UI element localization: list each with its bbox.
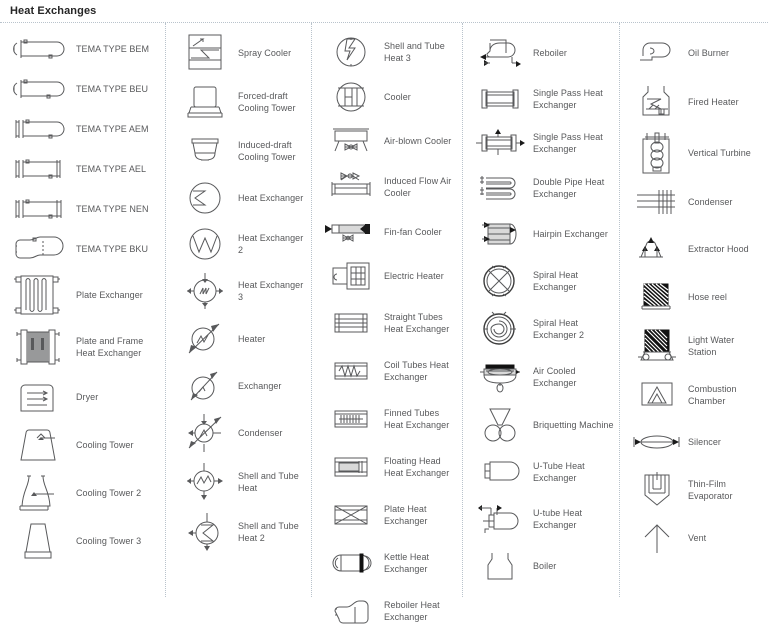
- symbol-item[interactable]: [0, 421, 165, 469]
- cooling-tower-2-icon: [8, 472, 70, 514]
- symbol-item[interactable]: [463, 121, 619, 165]
- symbol-label: Forced-draft Cooling Tower: [238, 91, 296, 113]
- symbol-label: Combustion Chamber: [688, 384, 737, 406]
- symbol-item[interactable]: [620, 127, 768, 179]
- symbol-item[interactable]: [620, 515, 768, 561]
- symbol-label: Kettle Heat Exchanger: [384, 552, 430, 574]
- symbol-item[interactable]: [312, 119, 462, 163]
- dryer-icon: [8, 379, 70, 415]
- tema-type-bku-icon: [8, 237, 70, 261]
- symbol-label: Reboiler Heat Exchanger: [384, 600, 440, 622]
- shell-and-tube-heat-2-icon: [178, 511, 232, 553]
- symbol-label: Shell and Tube Heat 2: [238, 521, 299, 543]
- combustion-chamber-icon: [632, 379, 682, 411]
- symbol-label: Silencer: [688, 437, 721, 447]
- vertical-turbine-icon: [632, 130, 682, 176]
- condenser-icon: [178, 412, 232, 454]
- cooling-tower-3-icon: [8, 521, 70, 561]
- symbol-label: Single Pass Heat Exchanger: [533, 88, 603, 110]
- symbol-label: Air-blown Cooler: [384, 136, 452, 146]
- symbol-item[interactable]: [166, 267, 311, 315]
- symbol-item[interactable]: [166, 457, 311, 507]
- tema-type-bem-icon: [8, 38, 70, 60]
- symbol-label: Extractor Hood: [688, 244, 749, 254]
- symbol-label: Cooling Tower 3: [76, 536, 142, 546]
- electric-heater-icon: [324, 258, 378, 294]
- symbol-item[interactable]: [0, 321, 165, 373]
- vent-icon: [632, 521, 682, 555]
- symbol-item[interactable]: [620, 77, 768, 127]
- page-header: [0, 0, 768, 23]
- symbol-label: TEMA TYPE NEN: [76, 204, 149, 214]
- thin-film-evaporator-icon: [632, 470, 682, 510]
- symbol-label: Spray Cooler: [238, 48, 292, 58]
- hairpin-exchanger-icon: [473, 218, 527, 250]
- cooling-tower-icon: [8, 426, 70, 464]
- symbol-item[interactable]: [0, 517, 165, 565]
- fired-heater-icon: [632, 83, 682, 121]
- symbol-label: Plate and Frame Heat Exchanger: [76, 336, 144, 358]
- symbol-item[interactable]: [166, 315, 311, 363]
- symbol-label: Single Pass Heat Exchanger: [533, 132, 603, 154]
- floating-head-heat-exchanger-icon: [324, 454, 378, 480]
- shell-and-tube-heat-3-icon: [324, 32, 378, 72]
- symbol-label: Heat Exchanger 2: [238, 233, 304, 255]
- symbol-label: Heater: [238, 334, 266, 344]
- symbol-item[interactable]: [312, 253, 462, 299]
- heater-icon: [178, 319, 232, 359]
- symbol-label: Boiler: [533, 561, 557, 571]
- plate-exchanger-icon: [8, 272, 70, 318]
- symbol-item[interactable]: [312, 29, 462, 75]
- symbol-label: Fired Heater: [688, 97, 739, 107]
- page-title: Heat Exchanges: [10, 5, 97, 17]
- symbol-item[interactable]: [0, 229, 165, 269]
- symbol-column-burners: [620, 23, 768, 597]
- symbol-item[interactable]: [312, 347, 462, 395]
- symbol-item[interactable]: [312, 491, 462, 539]
- cooler-icon: [324, 78, 378, 116]
- light-water-station-icon: [632, 327, 682, 365]
- induced-draft-cooling-tower-icon: [178, 135, 232, 167]
- spray-cooler-icon: [178, 32, 232, 74]
- extractor-hood-icon: [632, 233, 682, 265]
- symbol-label: Air Cooled Exchanger: [533, 366, 577, 388]
- oil-burner-icon: [632, 38, 682, 68]
- symbol-item[interactable]: [0, 189, 165, 229]
- boiler-icon: [473, 549, 527, 583]
- symbol-label: Electric Heater: [384, 271, 444, 281]
- symbol-label: Condenser: [238, 428, 283, 438]
- symbol-item[interactable]: [620, 273, 768, 321]
- symbol-item[interactable]: [166, 363, 311, 409]
- symbol-item[interactable]: [312, 163, 462, 211]
- symbol-item[interactable]: [0, 149, 165, 189]
- symbol-item[interactable]: [620, 179, 768, 225]
- symbol-label: Finned Tubes Heat Exchanger: [384, 408, 450, 430]
- u-tube-heat-exchanger-icon: [473, 458, 527, 486]
- symbol-item[interactable]: [463, 165, 619, 211]
- symbol-label: TEMA TYPE BKU: [76, 244, 149, 254]
- symbol-label: Reboiler: [533, 48, 567, 58]
- symbol-item[interactable]: [463, 29, 619, 77]
- straight-tubes-heat-exchanger-icon: [324, 308, 378, 338]
- single-pass-heat-exchanger-icon: [473, 86, 527, 112]
- fin-fan-cooler-icon: [324, 219, 378, 245]
- symbol-label: Plate Exchanger: [76, 290, 143, 300]
- symbol-item[interactable]: [620, 29, 768, 77]
- symbol-column-coolers: [166, 23, 312, 597]
- spiral-heat-exchanger-2-icon: [473, 309, 527, 349]
- symbol-item[interactable]: [166, 221, 311, 267]
- symbol-label: Dryer: [76, 392, 99, 402]
- symbol-label: TEMA TYPE AEL: [76, 164, 147, 174]
- symbol-item[interactable]: [463, 257, 619, 305]
- symbol-label: Spiral Heat Exchanger 2: [533, 318, 585, 340]
- symbol-item[interactable]: [463, 305, 619, 353]
- symbol-label: TEMA TYPE BEM: [76, 44, 150, 54]
- symbol-label: U-tube Heat Exchanger: [533, 508, 583, 530]
- symbol-label: Hairpin Exchanger: [533, 229, 608, 239]
- symbol-label: Spiral Heat Exchanger: [533, 270, 579, 292]
- symbol-item[interactable]: [166, 29, 311, 77]
- symbol-label: Briquetting Machine: [533, 420, 614, 430]
- exchanger-icon: [178, 366, 232, 406]
- symbol-label: TEMA TYPE BEU: [76, 84, 149, 94]
- symbol-item[interactable]: [166, 507, 311, 557]
- symbol-item[interactable]: [620, 371, 768, 419]
- symbol-item[interactable]: [312, 539, 462, 587]
- symbol-item[interactable]: [620, 225, 768, 273]
- symbol-item[interactable]: [0, 69, 165, 109]
- tema-type-beu-icon: [8, 78, 70, 100]
- symbol-item[interactable]: [0, 269, 165, 321]
- symbol-item[interactable]: [463, 353, 619, 401]
- symbol-label: Floating Head Heat Exchanger: [384, 456, 450, 478]
- double-pipe-heat-exchanger-icon: [473, 173, 527, 203]
- finned-tubes-heat-exchanger-icon: [324, 406, 378, 432]
- plate-heat-exchanger-icon: [324, 501, 378, 529]
- symbol-item[interactable]: [312, 299, 462, 347]
- symbol-item[interactable]: [312, 587, 462, 635]
- symbol-item[interactable]: [166, 409, 311, 457]
- symbol-label: Vent: [688, 533, 707, 543]
- symbol-item[interactable]: [620, 321, 768, 371]
- symbol-item[interactable]: [0, 373, 165, 421]
- symbol-label: Cooler: [384, 92, 411, 102]
- symbol-item[interactable]: [166, 127, 311, 175]
- spiral-heat-exchanger-icon: [473, 261, 527, 301]
- symbol-column-tube-exchangers: [312, 23, 463, 622]
- symbol-label: Induced Flow Air Cooler: [384, 176, 452, 198]
- air-blown-cooler-icon: [324, 126, 378, 156]
- air-cooled-exchanger-icon: [473, 359, 527, 395]
- symbol-item[interactable]: [166, 175, 311, 221]
- symbol-item[interactable]: [312, 443, 462, 491]
- symbol-label: U-Tube Heat Exchanger: [533, 461, 585, 483]
- tema-type-nen-icon: [8, 198, 70, 220]
- kettle-heat-exchanger-icon: [324, 549, 378, 577]
- symbol-label: Heat Exchanger: [238, 193, 304, 203]
- symbol-item[interactable]: [463, 495, 619, 543]
- symbol-label: Light Water Station: [688, 335, 735, 357]
- symbol-label: Coil Tubes Heat Exchanger: [384, 360, 449, 382]
- symbol-item[interactable]: [620, 419, 768, 465]
- symbol-item[interactable]: [463, 77, 619, 121]
- symbol-item[interactable]: [312, 395, 462, 443]
- symbol-label: Induced-draft Cooling Tower: [238, 140, 296, 162]
- symbol-item[interactable]: [463, 401, 619, 449]
- symbol-label: Shell and Tube Heat 3: [384, 41, 445, 63]
- symbol-item[interactable]: [463, 449, 619, 495]
- symbol-label: Double Pipe Heat Exchanger: [533, 177, 605, 199]
- coil-tubes-heat-exchanger-icon: [324, 358, 378, 384]
- symbol-item[interactable]: [0, 29, 165, 69]
- forced-draft-cooling-tower-icon: [178, 83, 232, 121]
- symbol-board: [0, 23, 768, 622]
- symbol-item[interactable]: [463, 543, 619, 589]
- silencer-icon: [632, 430, 682, 454]
- symbol-label: Fin-fan Cooler: [384, 227, 442, 237]
- condenser-coil-icon: [632, 186, 682, 218]
- symbol-item[interactable]: [620, 465, 768, 515]
- symbol-item[interactable]: [312, 211, 462, 253]
- symbol-item[interactable]: [0, 109, 165, 149]
- heat-exchanger-2-icon: [178, 226, 232, 262]
- u-tube-heat-exchanger-2-icon: [473, 502, 527, 536]
- single-pass-heat-exchanger-2-icon: [473, 128, 527, 158]
- reboiler-heat-exchanger-icon: [324, 597, 378, 625]
- plate-and-frame-heat-exchanger-icon: [8, 325, 70, 369]
- symbol-label: Plate Heat Exchanger: [384, 504, 428, 526]
- symbol-item[interactable]: [463, 211, 619, 257]
- symbol-label: Straight Tubes Heat Exchanger: [384, 312, 450, 334]
- symbol-label: Cooling Tower 2: [76, 488, 142, 498]
- symbol-label: Condenser: [688, 197, 733, 207]
- symbol-item[interactable]: [166, 77, 311, 127]
- symbol-label: Exchanger: [238, 381, 282, 391]
- symbol-label: Vertical Turbine: [688, 148, 751, 158]
- symbol-column-tema: [0, 23, 166, 597]
- briquetting-machine-icon: [473, 406, 527, 444]
- symbol-label: Thin-Film Evaporator: [688, 479, 733, 501]
- heat-exchanger-icon: [178, 180, 232, 216]
- hose-reel-icon: [632, 280, 682, 314]
- symbol-label: Hose reel: [688, 292, 727, 302]
- symbol-label: Shell and Tube Heat: [238, 471, 299, 493]
- symbol-item[interactable]: [0, 469, 165, 517]
- heat-exchanger-3-icon: [178, 271, 232, 311]
- symbol-item[interactable]: [312, 75, 462, 119]
- symbol-column-specialty: [463, 23, 620, 597]
- shell-and-tube-heat-icon: [178, 461, 232, 503]
- induced-flow-air-cooler-icon: [324, 170, 378, 204]
- symbol-label: Oil Burner: [688, 48, 730, 58]
- symbol-label: Cooling Tower: [76, 440, 134, 450]
- tema-type-ael-icon: [8, 158, 70, 180]
- symbol-label: Heat Exchanger 3: [238, 280, 304, 302]
- tema-type-aem-icon: [8, 118, 70, 140]
- reboiler-icon: [473, 35, 527, 71]
- symbol-label: TEMA TYPE AEM: [76, 124, 149, 134]
